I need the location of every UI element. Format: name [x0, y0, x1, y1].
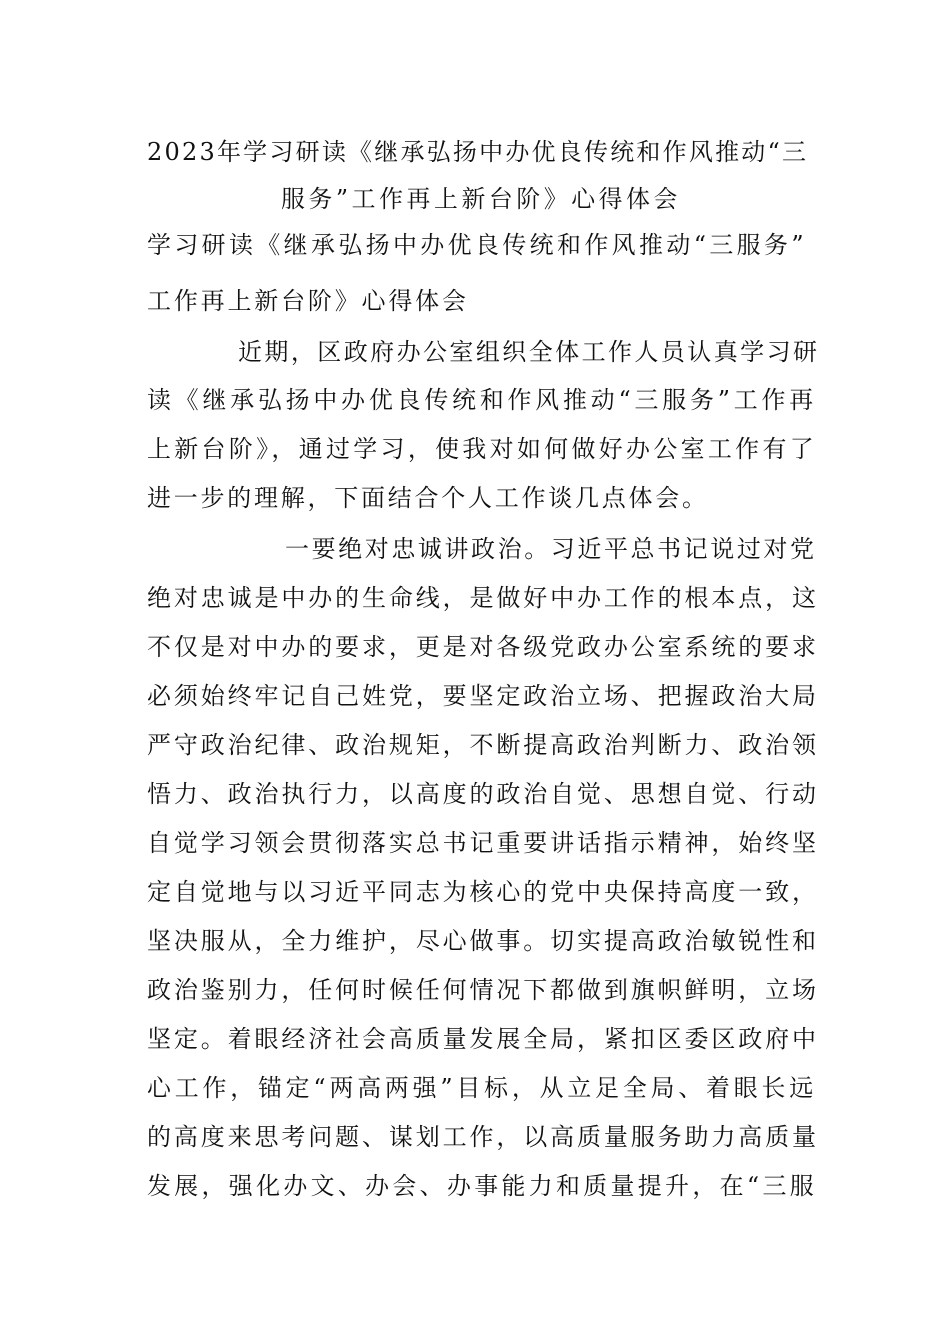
document-title-line-2: 服务”工作再上新台阶》心得体会 [281, 185, 681, 213]
paragraph-1-line-3: 上新台阶》，通过学习，使我对如何做好办公室工作有了 [147, 435, 817, 463]
paragraph-2-line-14: 发展，强化办文、办会、办事能力和质量提升，在“三服 [147, 1172, 817, 1200]
paragraph-2-line-6: 悟力、政治执行力，以高度的政治自觉、思想自觉、行动 [147, 780, 819, 808]
paragraph-2-line-11: 坚定。着眼经济社会高质量发展全局，紧扣区委区政府中 [147, 1025, 819, 1053]
paragraph-2-line-1: 一要绝对忠诚讲政治。习近平总书记说过对党 [285, 535, 817, 563]
subtitle-line-2: 工作再上新台阶》心得体会 [147, 287, 469, 315]
paragraph-2-line-4: 必须始终牢记自己姓党，要坚定政治立场、把握政治大局 [147, 682, 819, 710]
subtitle-line-1: 学习研读《继承弘扬中办优良传统和作风推动“三服务” [147, 231, 807, 259]
document-title-line-1: 2023年学习研读《继承弘扬中办优良传统和作风推动“三 [147, 138, 809, 166]
paragraph-2-line-13: 的高度来思考问题、谋划工作，以高质量服务助力高质量 [147, 1123, 819, 1151]
paragraph-2-line-9: 坚决服从，全力维护，尽心做事。切实提高政治敏锐性和 [147, 927, 819, 955]
paragraph-2-line-8: 定自觉地与以习近平同志为核心的党中央保持高度一致， [147, 878, 819, 906]
paragraph-1-line-2: 读《继承弘扬中办优良传统和作风推动“三服务”工作再 [147, 386, 817, 414]
paragraph-1-line-1: 近期，区政府办公室组织全体工作人员认真学习研 [238, 338, 820, 366]
paragraph-2-line-3: 不仅是对中办的要求，更是对各级党政办公室系统的要求 [147, 633, 819, 661]
paragraph-2-line-10: 政治鉴别力，任何时候任何情况下都做到旗帜鲜明，立场 [147, 976, 819, 1004]
paragraph-2-line-7: 自觉学习领会贯彻落实总书记重要讲话指示精神，始终坚 [147, 829, 819, 857]
paragraph-2-line-2: 绝对忠诚是中办的生命线，是做好中办工作的根本点，这 [147, 584, 819, 612]
paragraph-1-line-4: 进一步的理解，下面结合个人工作谈几点体会。 [147, 484, 709, 512]
paragraph-2-line-5: 严守政治纪律、政治规矩，不断提高政治判断力、政治领 [147, 731, 819, 759]
paragraph-2-line-12: 心工作，锚定“两高两强”目标，从立足全局、着眼长远 [147, 1074, 817, 1102]
